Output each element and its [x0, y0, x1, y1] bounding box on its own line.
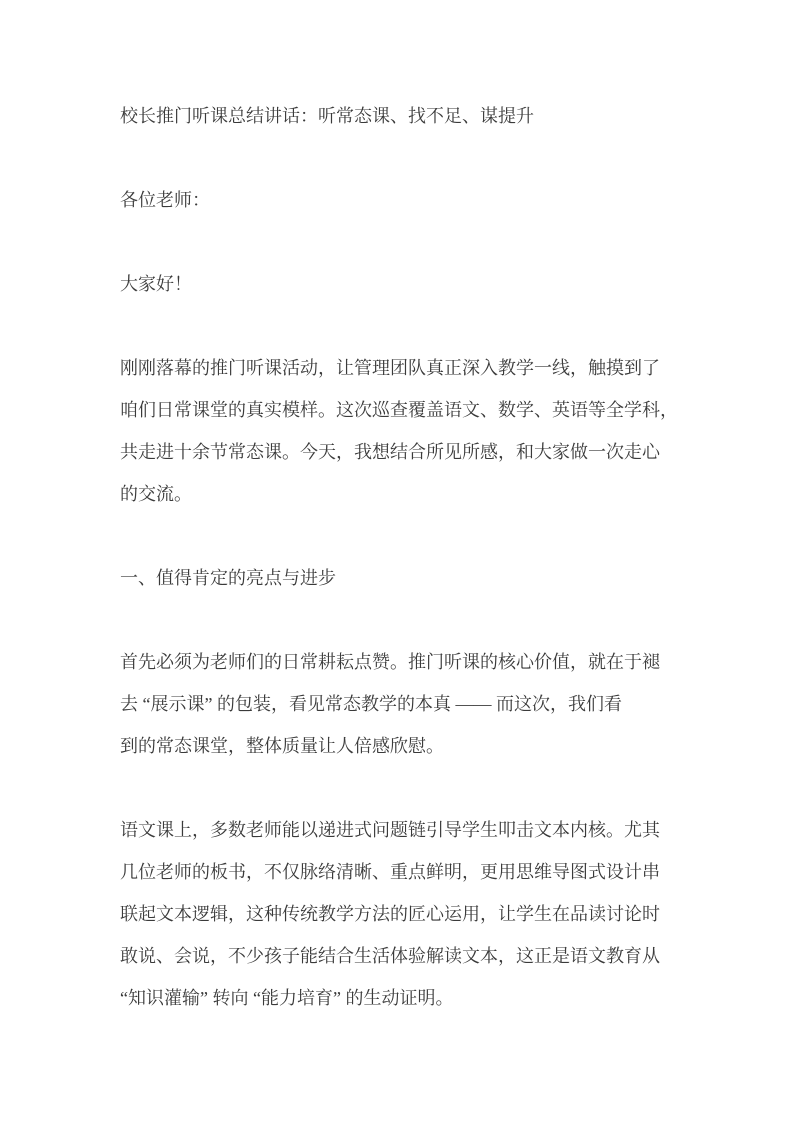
- document-content: [120, 95, 676, 1061]
- paragraph-line: 首先必须为老师们的日常耕耘点赞。推门听课的核心价值，就在于褪: [120, 652, 660, 672]
- greeting-text: 大家好！: [120, 274, 192, 294]
- paragraph-line: 共走进十余节常态课。今天，我想结合所见所感，和大家做一次走心: [120, 442, 660, 462]
- paragraph-intro: [120, 347, 676, 515]
- paragraph-line: 的交流。: [120, 484, 192, 504]
- paragraph-line: “知识灌输” 转向 “能力培育” 的生动证明。: [120, 988, 454, 1008]
- paragraph-line: 刚刚落幕的推门听课活动，让管理团队真正深入教学一线，触摸到了: [120, 358, 660, 378]
- section-heading-text: 一、值得肯定的亮点与进步: [120, 568, 336, 588]
- paragraph-praise: [120, 641, 676, 767]
- document-title-text: 校长推门听课总结讲话：听常态课、找不足、谋提升: [120, 106, 534, 126]
- paragraph-line: 到的常态课堂，整体质量让人倍感欣慰。: [120, 736, 444, 756]
- document-title: [120, 95, 676, 137]
- paragraph-line: 敢说、会说，不少孩子能结合生活体验解读文本，这正是语文教育从: [120, 946, 660, 966]
- paragraph-line: 语文课上，多数老师能以递进式问题链引导学生叩击文本内核。尤其: [120, 820, 660, 840]
- section-heading-1: [120, 557, 676, 599]
- greeting: [120, 263, 676, 305]
- paragraph-line: 几位老师的板书，不仅脉络清晰、重点鲜明，更用思维导图式设计串: [120, 862, 660, 882]
- salutation-text: 各位老师：: [120, 190, 210, 210]
- paragraph-line: 去 “展示课” 的包装，看见常态教学的本真 —— 而这次，我们看: [120, 694, 622, 714]
- paragraph-chinese-class: [120, 809, 676, 1019]
- salutation: [120, 179, 676, 221]
- paragraph-line: 联起文本逻辑，这种传统教学方法的匠心运用，让学生在品读讨论时: [120, 904, 660, 924]
- paragraph-line: 咱们日常课堂的真实模样。这次巡查覆盖语文、数学、英语等全学科，: [120, 400, 678, 420]
